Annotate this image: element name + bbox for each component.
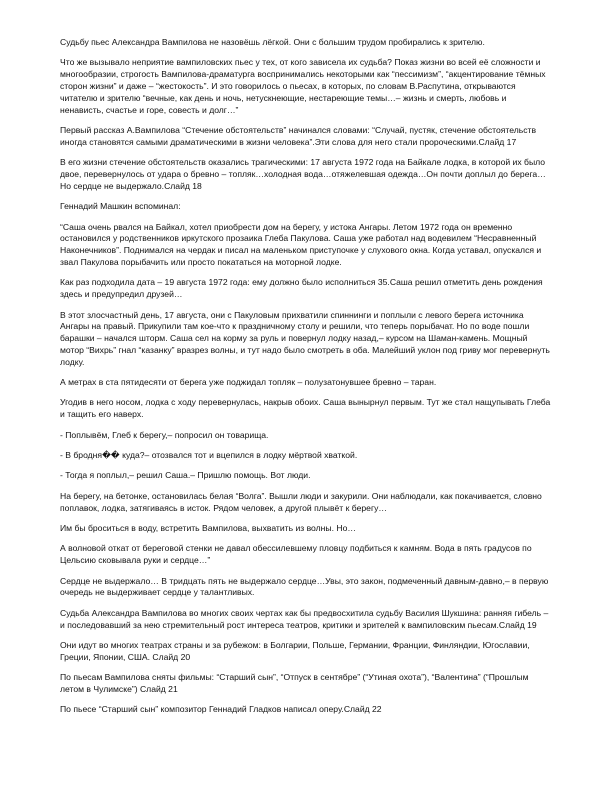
paragraph: А волновой откат от береговой стенки не давал обессилевшему пловцу подбиться к камням. Вода в пять градусов по Цельсию сковывала руки и сердце…” bbox=[60, 543, 532, 566]
paragraph: “Саша очень рвался на Байкал, хотел приобрести дом на берегу, у истока Ангары. Летом 1972 года он временно остановился у родственников иркутского прозаика Глеба Пакулова. Саша уже работал над водевилем “Несравненный Наконечников”. Поднимался на чердак и писал на маленьком приступочке у слухового окна. Когда уставал, опускался и звал Пакулова порыбачить или просто покататься на моторной лодке. bbox=[60, 221, 542, 267]
dialogue-line: - В бродня�� куда?– отозвался тот и вцепился в лодку мёртвой хваткой. bbox=[60, 450, 358, 461]
paragraph: А метрах в ста пятидесяти от берега уже поджидал топляк – полузатонувшее бревно – таран. bbox=[60, 377, 437, 388]
paragraph: Как раз подходила дата – 19 августа 1972 года: ему должно было исполниться 35.Саша решил отметить день рождения здесь и предупредил друзей… bbox=[60, 277, 543, 300]
paragraph: Первый рассказ А.Вампилова “Стечение обстоятельств” начинался словами: “Случай, пустяк, стечение обстоятельств иногда становятся самыми драматическими в жизни человека”.Эти слова для него стали пророческими.Слайд 17 bbox=[60, 124, 537, 147]
paragraph: В его жизни стечение обстоятельств оказались трагическими: 17 августа 1972 года на Байкале лодка, в которой их было двое, перевернулось от удара о бревно – топляк…холодная вода…отяжелевшая одежда…Он почти доплыл до берега…Но сердце не выдержало.Слайд 18 bbox=[60, 157, 546, 191]
dialogue-line: - Поплывём, Глеб к берегу,– попросил он товарища. bbox=[60, 429, 269, 440]
paragraph: Сердце не выдержало… В тридцать пять не выдержало сердце…Увы, это закон, подмеченный давным-давно,– в первую очередь не выдерживает сердце у талантливых. bbox=[60, 575, 549, 598]
paragraph: Геннадий Машкин вспоминал: bbox=[60, 201, 181, 212]
paragraph: По пьесам Вампилова сняты фильмы: “Старший сын”, “Отпуск в сентябре” (“Утиная охота”), “Валентина” (“Прошлым летом в Чулимске”) Слайд 21 bbox=[60, 672, 529, 694]
paragraph: Угодив в него носом, лодка с ходу перевернулась, накрыв обоих. Саша вынырнул первым. Тут же стал нащупывать Глеба и тащить его наверх. bbox=[60, 397, 551, 420]
paragraph: Они идут во многих театрах страны и за рубежом: в Болгарии, Польше, Германии, Франции, Финляндии, Югославии, Греции, Японии, США. Слайд 20 bbox=[60, 639, 530, 662]
paragraph: Судьба Александра Вампилова во многих своих чертах как бы предвосхитила судьбу Василия Шукшина: ранняя гибель – и последовавший за нею стремительный рост интереса театров, критики и зрителей к вампиловским пьесам.Слайд 19 bbox=[60, 607, 549, 630]
paragraph: На берегу, на бетонке, остановилась белая “Волга”. Вышли люди и закурили. Они наблюдали, как покачивается, словно поплавок, лодка, затягиваясь в исток. Рядом человек, а другой плывёт к берегу… bbox=[60, 490, 542, 513]
paragraph: Судьбу пьес Александра Вампилова не назовёшь лёгкой. Они с большим трудом пробирались к зрителю. bbox=[60, 37, 485, 47]
paragraph: Что же вызывало неприятие вампиловских пьес у тех, от кого зависела их судьба? Показ жизни во всей её сложности и многообразии, строгость Вампилова-драматурга воспринимались некоторыми как “пессимизм”, “акцентирование тёмных сторон жизни” и даже – “жестокость”. И это говорилось о пьесах, в которых, по словам В.Распутина, открываются читателю и зрителю “вечные, как день и ночь, нетускнеющие, нестареющие темы…– жизнь и смерть, любовь и ненависть, счастье и горе, совесть и долг…” bbox=[60, 57, 546, 115]
paragraph: В этот злосчастный день, 17 августа, они с Пакуловым прихватили спиннинги и поплыли с левого берега источника Ангары на правый. Прикупили там кое-что к праздничному столу и решили, что теперь порыбачат. Но по воде пошли барашки – начался шторм. Саша сел на корму за руль и повернул лодку назад,– курсом на Шаман-камень. Мощный мотор “Вихрь” гнал “казанку” вразрез волны, и тут надо было смотреть в оба. Малейший уклон под гриву мог перевернуть лодку. bbox=[60, 309, 550, 367]
paragraph: По пьесе “Старший сын” композитор Геннадий Гладков написал оперу.Слайд 22 bbox=[60, 704, 382, 715]
paragraph: Им бы броситься в воду, встретить Вампилова, выхватить из волны. Но… bbox=[60, 523, 356, 534]
dialogue-line: - Тогда я поплыл,– решил Саша.– Пришлю помощь. Вот люди. bbox=[60, 470, 311, 481]
